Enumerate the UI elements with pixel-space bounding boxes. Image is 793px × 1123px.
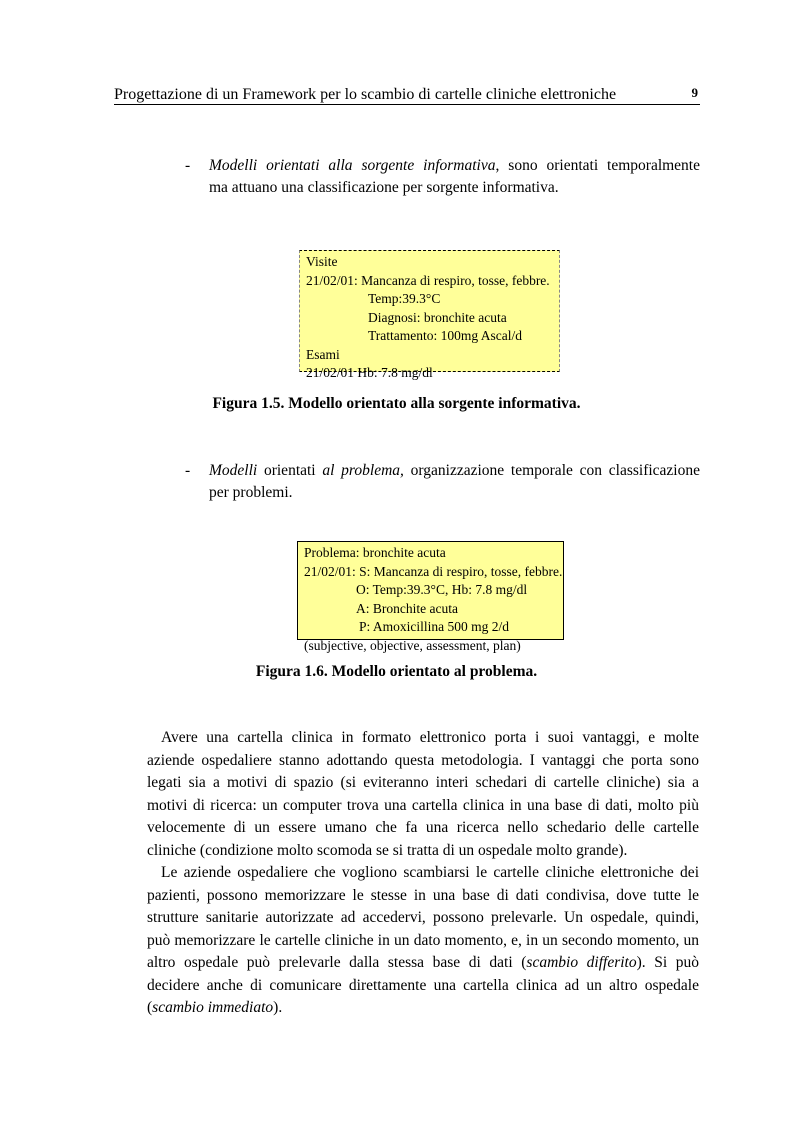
bullet-dash: - xyxy=(185,157,191,174)
paragraph-line: velocemente di un essere umano che fa una ricerca nello schedario delle cartelle xyxy=(147,819,699,836)
bullet-text: per problemi. xyxy=(209,484,293,501)
paragraph-line: legati sia a motivi di spazio (si eviteranno interi schedari di cartelle cliniche) sia a xyxy=(147,774,699,791)
figure-line: Diagnosi: bronchite acuta xyxy=(368,309,507,325)
paragraph-line: (scambio immediato). xyxy=(147,999,283,1016)
body-paragraph xyxy=(147,862,699,1020)
figure-problem-model-box xyxy=(297,541,564,653)
figure-source-model-box xyxy=(299,250,560,380)
bullet-text: organizzazione temporale con classificazione xyxy=(403,462,700,479)
paragraph-line: strutture sanitarie autorizzate ad accedervi, possono prelevarle. Un ospedale, quindi, xyxy=(147,909,699,926)
italic-term: scambio differito xyxy=(526,954,637,971)
bullet-italic-term: Modelli xyxy=(209,462,258,479)
paragraph-line: pazienti, possono memorizzare le stesse in una base di dati condivisa, dove tutte le xyxy=(147,886,699,904)
figure-line: Esami xyxy=(306,346,340,362)
paragraph-line: Le aziende ospedaliere che vogliono scambiarsi le cartelle cliniche elettroniche dei xyxy=(161,864,699,881)
bullet-text: , sono orientati temporalmente xyxy=(495,157,700,174)
figure-line: O: Temp:39.3°C, Hb: 7.8 mg/dl xyxy=(356,582,528,597)
page-header xyxy=(114,84,700,105)
italic-term: scambio immediato xyxy=(152,999,274,1016)
figure-line: 21/02/01: Mancanza di respiro, tosse, febbre. xyxy=(306,272,550,288)
paragraph-line: motivi di ricerca: un computer trova una cartella clinica in una base di dati, molto più xyxy=(147,796,699,814)
figure-line: Temp:39.3°C xyxy=(368,291,441,306)
header-title: Progettazione di un Framework per lo scambio di cartelle cliniche elettroniche xyxy=(114,86,617,103)
paragraph-line: decidere anche di comunicare direttamente una cartella clinica ad un altro ospedale xyxy=(147,976,699,994)
figure-line: 21/02/01 Hb: 7.8 mg/dl xyxy=(306,365,433,380)
bullet-dash: - xyxy=(185,462,191,479)
figure-caption: Figura 1.6. Modello orientato al problema. xyxy=(255,663,538,680)
bullet-italic-term: Modelli orientati alla sorgente informativa xyxy=(209,157,496,174)
bullet-italic-term: al problema, xyxy=(322,462,404,479)
body-paragraph xyxy=(147,727,699,862)
paragraph-line: Avere una cartella clinica in formato elettronico porta i suoi vantaggi, e molte xyxy=(161,729,699,746)
paragraph-line: cliniche (condizione molto scomoda se si tratta di un ospedale molto grande). xyxy=(147,841,628,859)
figure-line: (subjective, objective, assessment, plan) xyxy=(304,637,521,653)
paragraph-line: può memorizzare le cartelle cliniche in un dato momento, e, in un secondo momento, un xyxy=(147,931,699,949)
figure-line: P: Amoxicillina 500 mg 2/d xyxy=(359,619,510,634)
bullet-source-model xyxy=(185,155,705,201)
bullet-text: ma attuano una classificazione per sorgente informativa. xyxy=(209,179,559,196)
figure-line: Problema: bronchite acuta xyxy=(304,545,446,560)
figure-line: A: Bronchite acuta xyxy=(356,600,458,616)
figure-line: Visite xyxy=(306,254,338,269)
paragraph-line: aziende ospedaliere stanno adottando questa metodologia. I vantaggi che porta sono xyxy=(147,751,699,769)
paragraph-line: altro ospedale può prelevarle dalla stessa base di dati (scambio differito). Si può xyxy=(147,954,700,971)
bullet-problem-model: - Modelli orientati al problema, organizzazione temporale con classificazione per problemi. xyxy=(185,460,705,506)
figure-line: Trattamento: 100mg Ascal/d xyxy=(368,328,522,343)
page-number: 9 xyxy=(691,85,698,100)
figure-caption: Figura 1.5. Modello orientato alla sorgente informativa. xyxy=(212,395,581,412)
figure-line: 21/02/01: S: Mancanza di respiro, tosse, febbre. xyxy=(304,563,563,579)
